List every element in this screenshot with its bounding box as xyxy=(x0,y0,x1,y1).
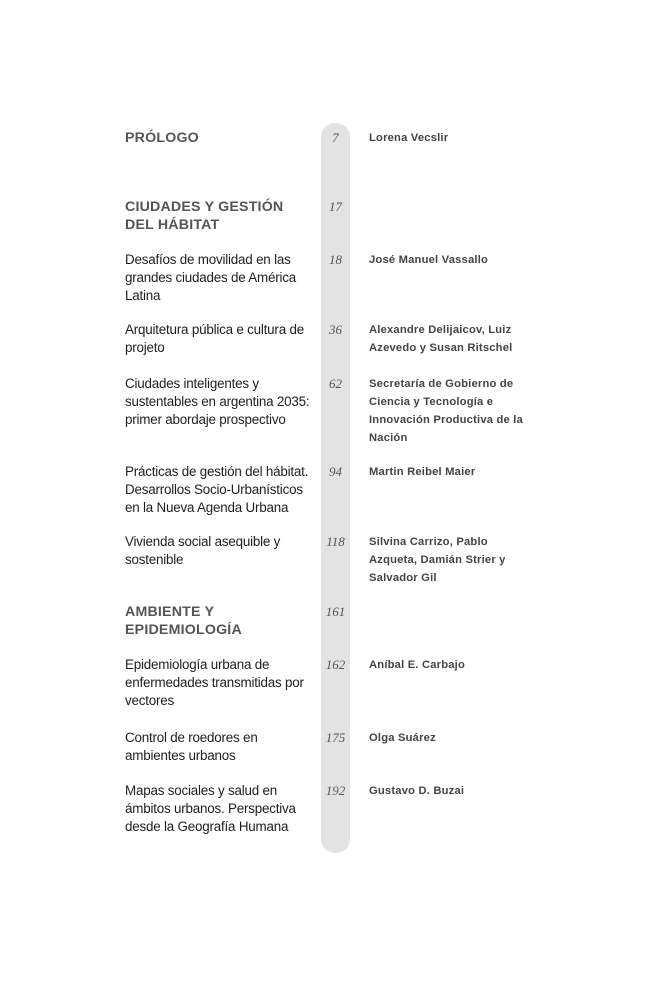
page-number: 162 xyxy=(325,657,346,672)
author-name: Silvina Carrizo, Pablo Azqueta, Damián Strier y Salvador Gil xyxy=(369,536,506,584)
page-number: 17 xyxy=(329,199,342,214)
chapter-title: Epidemiología urbana de enfermedades transmitidas por vectores xyxy=(125,657,304,708)
page-number: 175 xyxy=(325,730,346,745)
author-name: Aníbal E. Carbajo xyxy=(369,659,466,671)
chapter-title: Control de roedores en ambientes urbanos xyxy=(125,730,258,763)
page-number: 161 xyxy=(325,604,346,619)
section-title: AMBIENTE Y EPIDEMIOLOGÍA xyxy=(125,604,242,638)
author-name: Gustavo D. Buzai xyxy=(369,785,465,797)
chapter-title: Mapas sociales y salud en ámbitos urbanos. Perspectiva desde la Geografía Humana xyxy=(125,783,296,834)
author-name: Martin Reibel Maier xyxy=(369,466,476,478)
chapter-title: Prácticas de gestión del hábitat. Desarrollos Socio-Urbanísticos en la Nueva Agenda Urbana xyxy=(125,464,309,515)
author-name: Secretaría de Gobierno de Ciencia y Tecnología e Innovación Productiva de la Nación xyxy=(369,378,523,444)
section-title: CIUDADES Y GESTIÓN DEL HÁBITAT xyxy=(125,199,284,233)
page-number: 18 xyxy=(329,252,342,267)
page-number: 118 xyxy=(326,534,345,549)
section-title: PRÓLOGO xyxy=(125,130,199,146)
author-name: José Manuel Vassallo xyxy=(369,254,489,266)
author-name: Lorena Vecslir xyxy=(369,132,449,144)
page-number: 62 xyxy=(329,376,342,391)
page-number: 7 xyxy=(332,130,339,145)
chapter-title: Ciudades inteligentes y sustentables en argentina 2035: primer abordaje prospectivo xyxy=(125,376,310,427)
page-number: 192 xyxy=(325,783,346,798)
page-number: 94 xyxy=(329,464,342,479)
author-name: Olga Suárez xyxy=(369,732,436,744)
chapter-title: Desafíos de movilidad en las grandes ciudades de América Latina xyxy=(125,252,297,303)
page-number: 36 xyxy=(329,322,342,337)
author-name: Alexandre Delijaicov, Luiz Azevedo y Susan Ritschel xyxy=(369,324,513,354)
chapter-title: Arquitetura pública e cultura de projeto xyxy=(125,322,304,355)
chapter-title: Vivienda social asequible y sostenible xyxy=(125,534,281,567)
